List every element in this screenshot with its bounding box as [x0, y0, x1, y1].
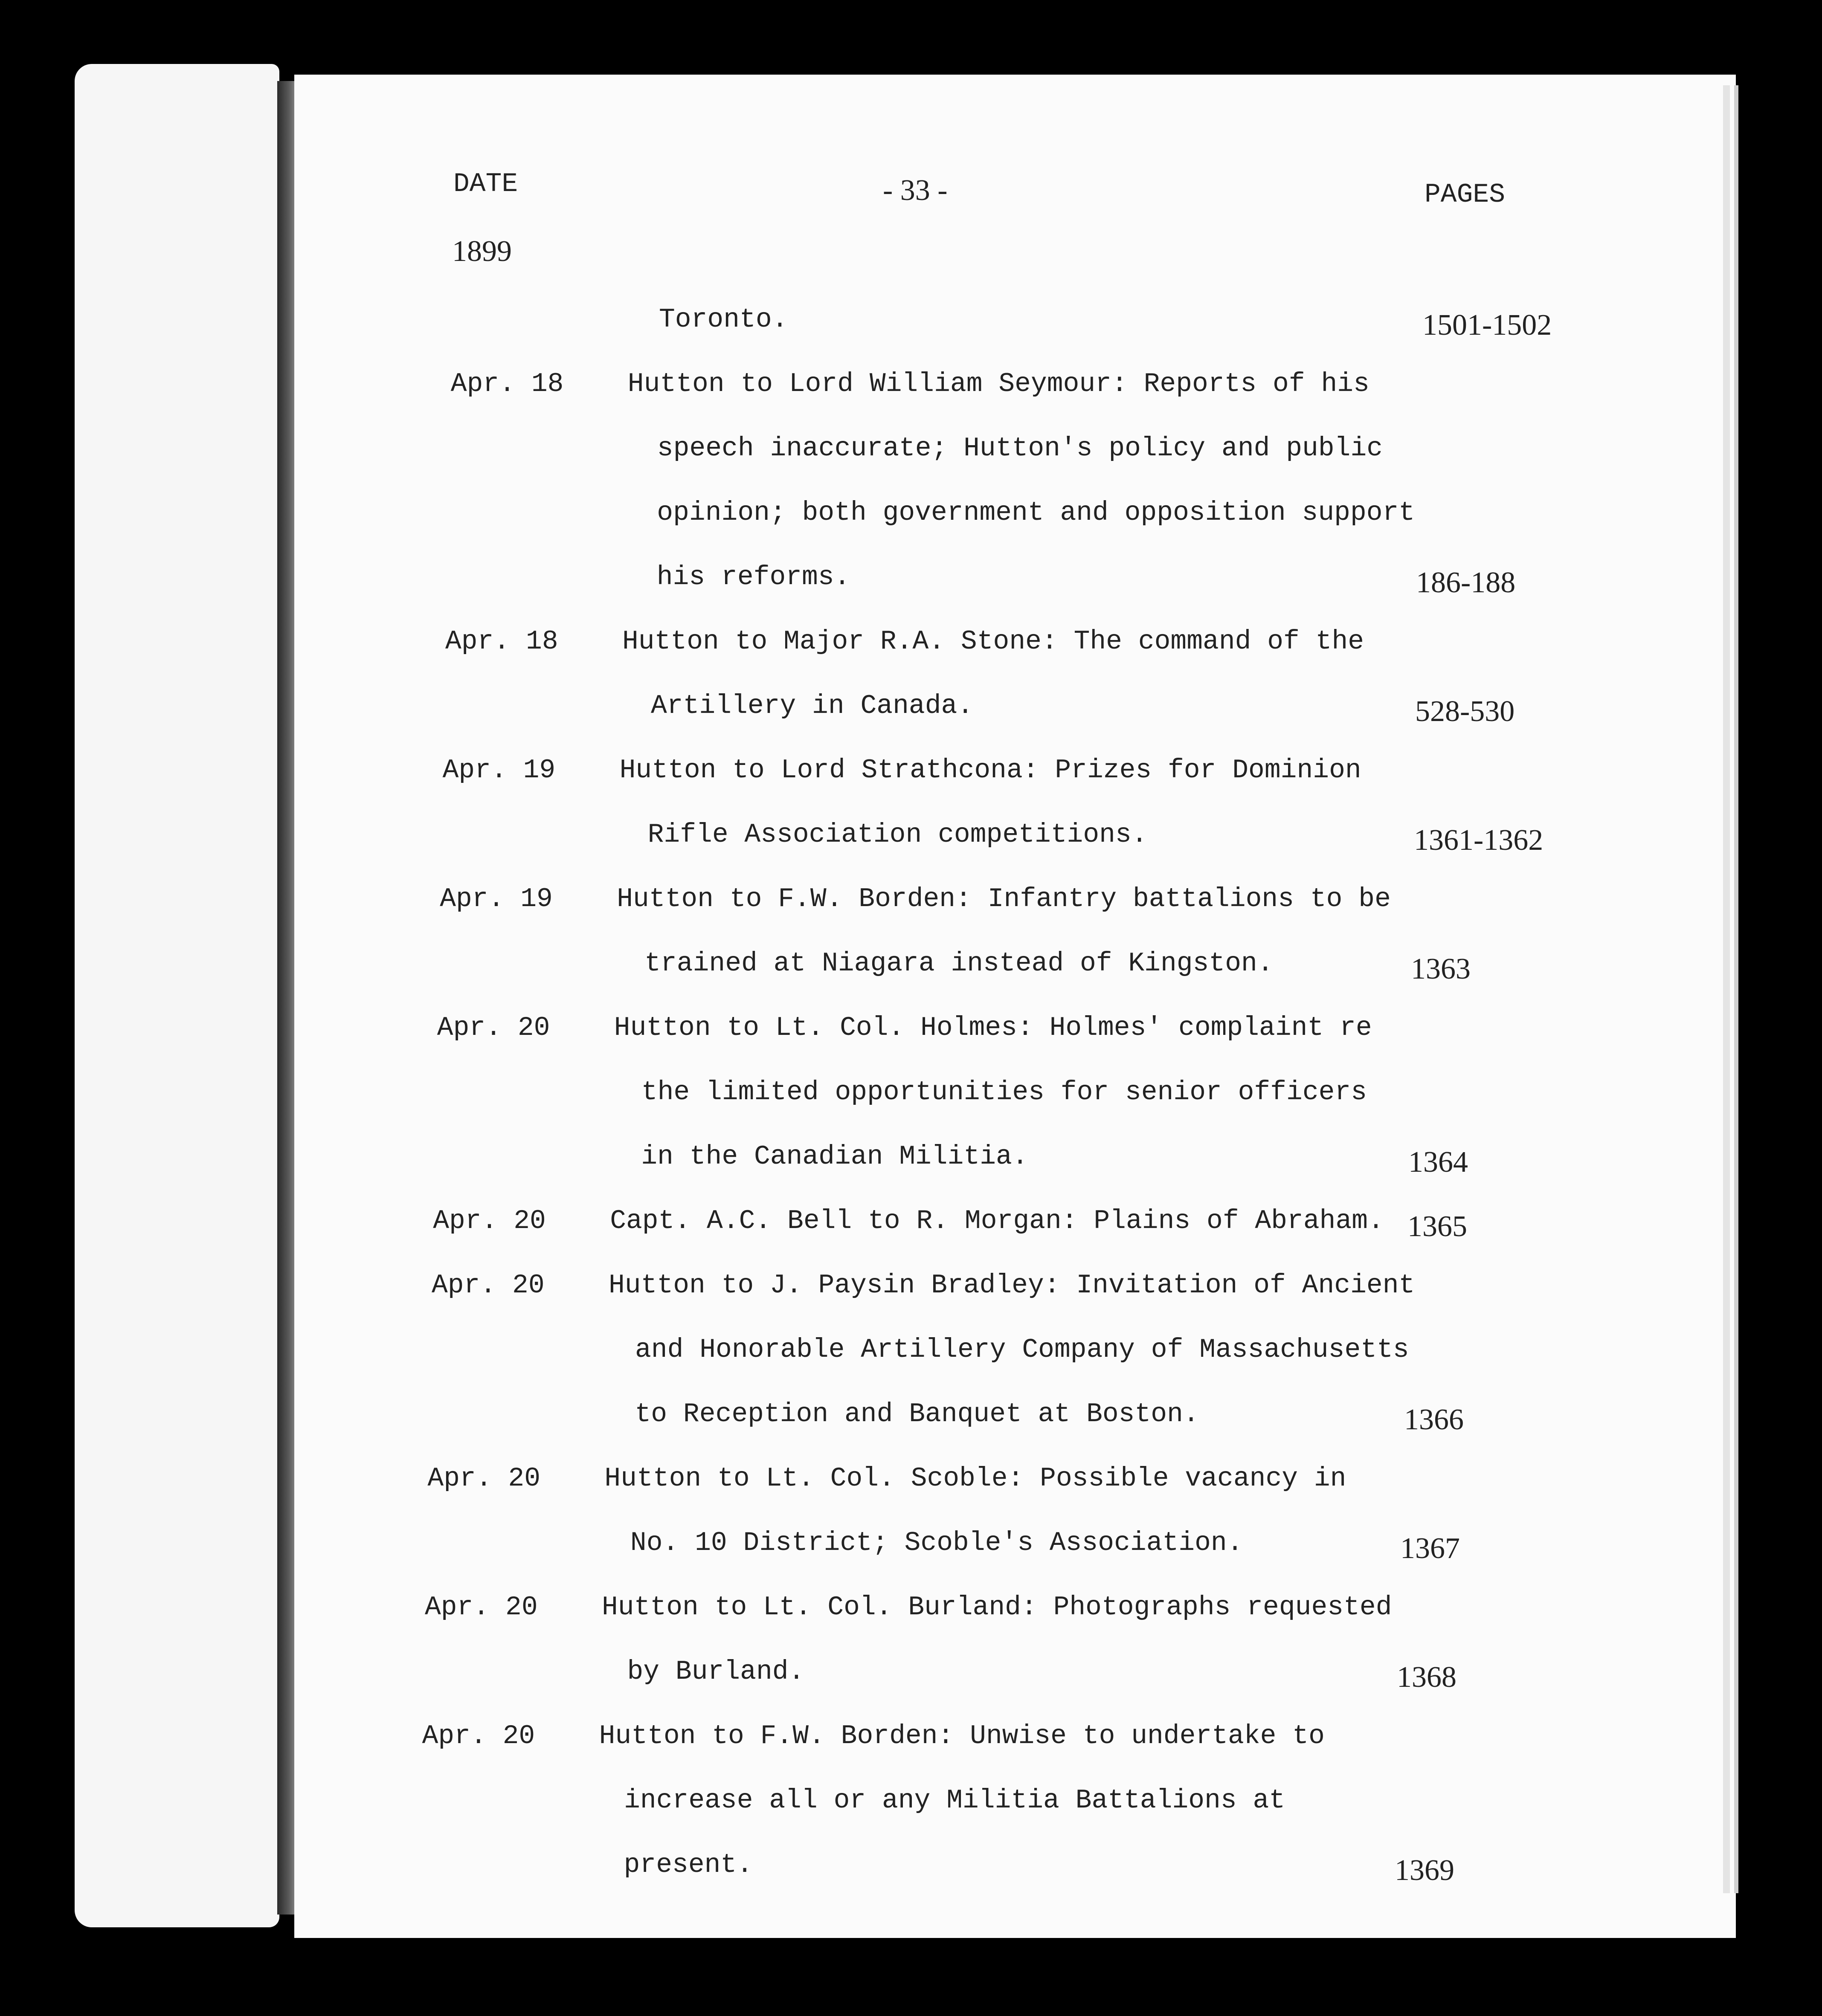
entry-description-line: Hutton to J. Paysin Bradley: Invitation of Ancient	[609, 1270, 1415, 1301]
entry-description-line: speech inaccurate; Hutton's policy and public	[657, 433, 1383, 463]
entry-description-line: Artillery in Canada.	[651, 691, 974, 721]
entry-description-line: Capt. A.C. Bell to R. Morgan: Plains of Abraham.	[610, 1206, 1384, 1236]
entry-description-line: to Reception and Banquet at Boston.	[635, 1399, 1199, 1429]
entry-description-line: opinion; both government and opposition support	[657, 498, 1415, 528]
entry-pages: 1366	[1404, 1403, 1464, 1436]
entry-description-line: Hutton to F.W. Borden: Unwise to undertake to	[599, 1721, 1325, 1751]
facing-page	[75, 64, 279, 1927]
year-heading: 1899	[452, 235, 512, 268]
entry-date: Apr. 20	[437, 1013, 550, 1043]
book-gutter	[277, 81, 296, 1915]
entry-date: Apr. 20	[432, 1270, 545, 1301]
entry-description-line: and Honorable Artillery Company of Massachusetts	[635, 1335, 1409, 1365]
entry-pages: 1361-1362	[1414, 824, 1543, 857]
entry-date: Apr. 20	[433, 1206, 546, 1236]
entry-description-line: Rifle Association competitions.	[647, 820, 1148, 850]
entry-pages: 1365	[1407, 1210, 1467, 1243]
entry-pages: 1367	[1400, 1532, 1460, 1565]
entry-description-line: Hutton to Lt. Col. Burland: Photographs requested	[602, 1592, 1392, 1622]
entry-date: Apr. 19	[440, 884, 553, 914]
entry-date: Apr. 20	[422, 1721, 535, 1751]
entry-pages: 528-530	[1415, 695, 1515, 728]
entry-description-line: Hutton to Lt. Col. Holmes: Holmes' complaint re	[614, 1013, 1372, 1043]
entry-description-line: No. 10 District; Scoble's Association.	[630, 1528, 1243, 1558]
entry-description-line: trained at Niagara instead of Kingston.	[644, 948, 1274, 979]
entry-date: Apr. 18	[445, 626, 558, 657]
entry-date: Apr. 20	[425, 1592, 538, 1622]
entry-description-line: Hutton to Major R.A. Stone: The command of the	[622, 626, 1364, 657]
entry-description-line: the limited opportunities for senior officers	[641, 1077, 1367, 1107]
page-edge	[1723, 85, 1730, 1893]
entry-description-line: increase all or any Militia Battalions at	[624, 1785, 1285, 1816]
entry-description-line: Hutton to F.W. Borden: Infantry battalions to be	[617, 884, 1391, 914]
pages-column-heading: PAGES	[1425, 180, 1506, 210]
document-page	[294, 75, 1736, 1938]
entry-pages: 1368	[1397, 1661, 1456, 1694]
entry-description-line: Hutton to Lord William Seymour: Reports of his	[627, 369, 1369, 399]
entry-description-line: by Burland.	[627, 1657, 805, 1687]
entry-pages: 1501-1502	[1422, 309, 1552, 342]
entry-description-line: Hutton to Lt. Col. Scoble: Possible vacancy in	[604, 1463, 1346, 1494]
entry-description-line: in the Canadian Militia.	[641, 1141, 1028, 1172]
entry-date: Apr. 18	[450, 369, 564, 399]
entry-date: Apr. 20	[427, 1463, 541, 1494]
entry-description-line: present.	[624, 1850, 753, 1880]
entry-pages: 1369	[1395, 1854, 1454, 1887]
entry-pages: 1363	[1411, 953, 1471, 985]
entry-description-line: his reforms.	[656, 562, 850, 592]
entry-description-line: Toronto.	[659, 304, 788, 335]
entry-date: Apr. 19	[442, 755, 556, 785]
entry-description-line: Hutton to Lord Strathcona: Prizes for Dominion	[619, 755, 1361, 785]
entry-pages: 1364	[1408, 1146, 1468, 1179]
page-edge	[1734, 85, 1738, 1893]
date-column-heading: DATE	[453, 169, 518, 199]
page-number: - 33 -	[883, 174, 948, 207]
entry-pages: 186-188	[1416, 566, 1516, 599]
